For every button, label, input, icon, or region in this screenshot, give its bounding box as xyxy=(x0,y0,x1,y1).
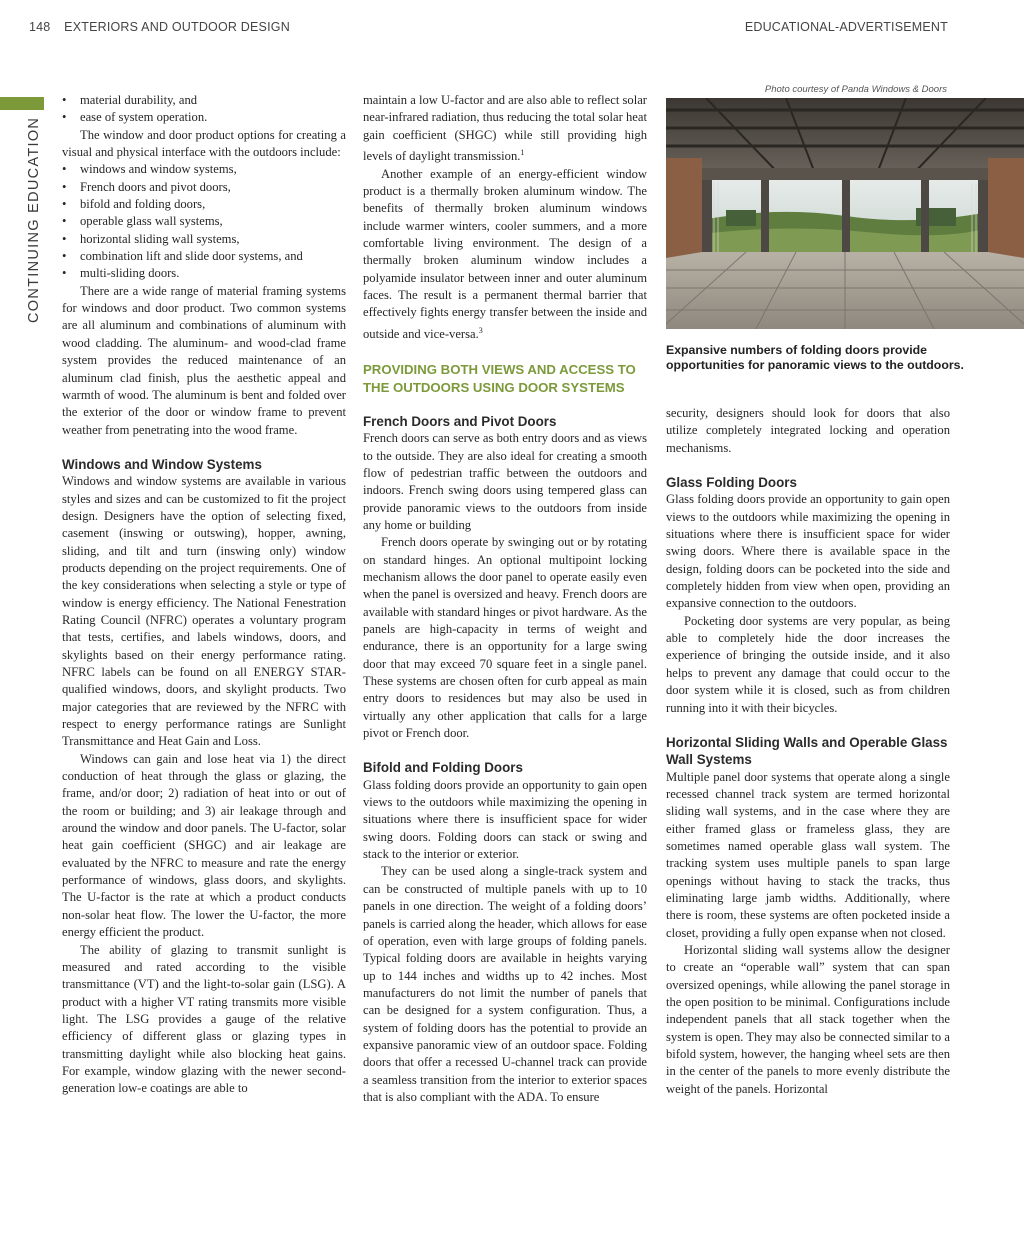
list-item: • material durability, and xyxy=(62,92,346,109)
list-item: • ease of system operation. xyxy=(62,109,346,126)
bullet-list xyxy=(62,161,346,282)
list-item: • windows and window systems, xyxy=(62,161,346,178)
paragraph: The ability of glazing to transmit sunlight is measured and rated according to the visible transmittance (VT) and the light-to-solar gain (LSG). A product with a higher VT rating transmits more visible light. The LSG provides a gauge of the relative efficiency of different glass or glazing types in transmitting daylight while also blocking heat gains. For example, window glazing with the newer second-generation low-e coatings are able to xyxy=(62,942,346,1096)
subheading-windows: Windows and Window Systems xyxy=(62,456,262,472)
subheading-horizontal-sliding: Horizontal Sliding Walls and Operable Glass Wall Systems xyxy=(666,734,948,768)
column-3 xyxy=(666,405,950,1098)
list-item: • French doors and pivot doors, xyxy=(62,179,346,196)
paragraph: Windows and window systems are available in various styles and sizes and can be customized to fit the project design. Designers have the option of selecting fixed, casement (inswing or outswing), hopper, awning, sliding, and tilt and turn (inswing only) window products depending on the project requirements. One of the key considerations when selecting a style or type of window is energy efficiency. The National Fenestration Rating Council (NFRC) operates a voluntary program that tests, certifies, and labels windows, doors, and skylights based on their energy performance rating. NFRC labels can be found on all ENERGY STAR-qualified windows, doors, and skylight products. Two major categories that are reviewed by the NFRC with respect to energy performance ratings are Sunlight Transmittance and Heat Gain and Loss. xyxy=(62,474,346,749)
paragraph: Windows can gain and lose heat via 1) the direct conduction of heat through the glass or glazing, the frame, and/or door; 2) radiation of heat into or out of the room or building; and 3) air leakage through and around the window and door panels. The U-factor, solar heat gain coefficient (SHGC) and air leakage are evaluated by the NFRC to measure and rate the energy performance of windows, glass doors, and skylights. The U-factor is the rate at which a product conducts non-solar heat flow. The lower the U-factor, the more energy efficient the product. xyxy=(62,751,346,940)
footnote-ref: 3 xyxy=(478,325,483,335)
side-accent-bar xyxy=(0,97,44,110)
paragraph xyxy=(363,92,647,166)
paragraph-text: Another example of an energy-efficient window product is a thermally broken aluminum window. The benefits of thermally broken aluminum windows include warmer winters, cooler summers, and a more comfortable living environment. The design of a thermally broken aluminum window includes a polyamide insulator between inner and outer aluminum faces. The result is a permanent thermal barrier that effectively fights energy transfer between the inside and outside and vice-versa. xyxy=(363,166,647,341)
paragraph: Horizontal sliding wall systems allow the designer to create an “operable wall” system that can span oversized openings, while allowing the panel storage in the open position to be minimal. Configurations include independent panels that all stack together when the system is open. They may also be connected similar to a bifold system, however, the hanging wheel sets are then in the center of the panels to more evenly distribute the weight of the panels. Horizontal xyxy=(666,942,950,1096)
paragraph: Glass folding doors provide an opportunity to gain open views to the outdoors while maximizing the opening in situations where there is insufficient space for wider swing doors. Folding doors can stack or swing and stack to the interior or exterior. xyxy=(363,777,647,862)
paragraph: Multiple panel door systems that operate along a single recessed channel track system are termed horizontal sliding wall systems, and in the case where they are either framed glass or frameless glass, they are sometimes named operable glass wall system. The tracking system uses multiple panels to span large openings without having to stack the tracks, thus eliminating large jamb widths. Additionally, where there is room, these systems are often pocketed inside a closet, providing a fully open expanse when not closed. xyxy=(666,769,950,940)
photo-illustration xyxy=(666,98,1024,329)
paragraph: The window and door product options for creating a visual and physical interface with the outdoors include: xyxy=(62,127,346,160)
side-section-label: CONTINUING EDUCATION xyxy=(26,116,42,323)
paragraph-text: maintain a low U-factor and are also able to reflect solar near-infrared radiation, thus reducing the total solar heat gain coefficient (SHGC) while still providing high levels of daylight transmission. xyxy=(363,93,647,164)
bullet-list xyxy=(62,92,346,127)
paragraph: French doors can serve as both entry doors and as views to the outside. They are also ideal for creating a smooth flow of pedestrian traffic between the outdoors and indoors. French swing doors using tempered glass can provide panoramic views to the outdoors from inside any home or building xyxy=(363,431,647,532)
list-item: • horizontal sliding wall systems, xyxy=(62,231,346,248)
section-title: EXTERIORS AND OUTDOOR DESIGN xyxy=(64,20,290,34)
page-number: 148 xyxy=(29,20,51,34)
subheading-french-doors: French Doors and Pivot Doors xyxy=(363,413,557,429)
subheading-bifold: Bifold and Folding Doors xyxy=(363,760,523,776)
list-item: • combination lift and slide door systems, and xyxy=(62,248,346,265)
section-heading: PROVIDING BOTH VIEWS AND ACCESS TO THE OUTDOORS USING DOOR SYSTEMS xyxy=(363,362,636,395)
paragraph: There are a wide range of material framing systems for windows and door product. Two common systems are all aluminum and combinations of aluminum with wood cladding. The aluminum- and wood-clad frame system provides the reduced maintenance of an aluminum clad finish, plus the aesthetic appeal and warmth of wood. The aluminum is bent and folded over the exterior of the door or window frame to prevent weather from penetrating into the wood frame. xyxy=(62,283,346,437)
paragraph: They can be used along a single-track system and can be constructed of multiple panels with up to 10 panels in one direction. The weight of a folding doors’ panels is carried along the header, which allows for ease of operation, even with large groups of folding panels. Typical folding doors are available in heights varying up to 144 inches and widths up to 42 inches. Most manufacturers do not limit the number of panels that can be designed for a system configuration. Thus, a system of folding doors has the potential to provide an expansive panoramic view of an outdoor space. Folding doors that offer a recessed U-channel track can provide a seamless transition from the interior to exterior spaces that is also compliant with the ADA. To ensure xyxy=(363,864,647,1104)
paragraph: Glass folding doors provide an opportunity to gain open views to the outdoors while maximizing the opening in situations where there is insufficient space for wider swing doors. Where there is available space in the design, folding doors can be pocketed into the side and completely hidden from view when open, providing an expansive connection to the outdoors. xyxy=(666,492,950,611)
paragraph: security, designers should look for doors that also utilize completely integrated locking and operation mechanisms. xyxy=(666,406,950,455)
paragraph xyxy=(363,166,647,344)
page-header-left xyxy=(29,20,290,34)
column-2 xyxy=(363,92,647,1106)
paragraph: Pocketing door systems are very popular, as being able to completely hide the door increases the experience of bringing the outside inside, and it also helps to prevent any damage that could occur to the door system while it is closed, such as from children running into it with their bicycles. xyxy=(666,613,950,715)
list-item: • bifold and folding doors, xyxy=(62,196,346,213)
footnote-ref: 1 xyxy=(520,148,525,158)
list-item: • operable glass wall systems, xyxy=(62,213,346,230)
column-1 xyxy=(62,92,346,1098)
subheading-glass-folding: Glass Folding Doors xyxy=(666,475,797,491)
advertisement-label: EDUCATIONAL-ADVERTISEMENT xyxy=(744,20,948,34)
photo-folding-doors xyxy=(666,98,1024,329)
photo-credit: Photo courtesy of Panda Windows & Doors xyxy=(764,84,947,95)
photo-caption: Expansive numbers of folding doors provide opportunities for panoramic views to the outdoors. xyxy=(666,343,964,373)
paragraph: French doors operate by swinging out or by rotating on standard hinges. An optional multipoint locking mechanism allows the door panel to operate easily even when the panel is oversized and heavy. French doors are available with standard hinges or pivot hardware. As the panels are high-capacity in terms of weight and endurance, there is an opportunity for a large swing door that may exceed 70 square feet in a single panel. These systems are chosen often for curb appeal as main entry doors to residences but may also be used in virtually any other application that calls for a large pivot or French door. xyxy=(363,535,647,741)
list-item: • multi-sliding doors. xyxy=(62,265,346,282)
